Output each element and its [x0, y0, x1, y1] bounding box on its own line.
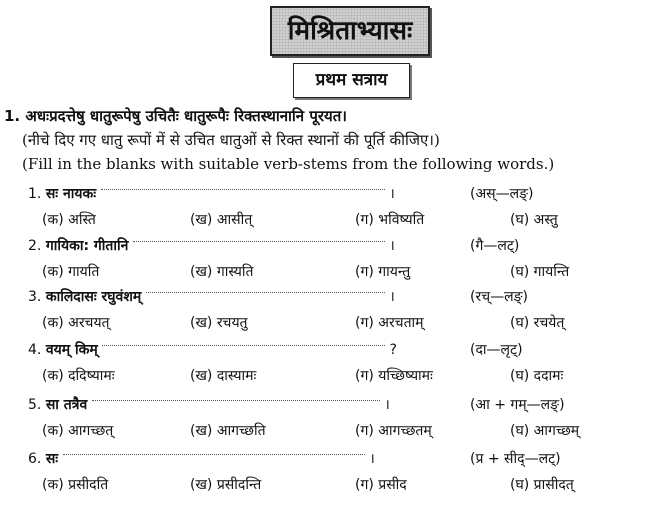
question-number: 5. — [28, 397, 42, 413]
answer-option[interactable]: (क) प्रसीदति — [42, 477, 109, 493]
answer-option[interactable]: (घ) गायन्ति — [510, 264, 570, 280]
question-end: । — [384, 397, 390, 413]
question-end: । — [389, 186, 395, 202]
instruction-hindi: (नीचे दिए गए धातु रूपों में से उचित धातुओं से रिक्त स्थानों की पूर्ति कीजिए।) — [22, 131, 440, 149]
question-end: । — [389, 289, 395, 305]
question-text: सः — [45, 451, 59, 467]
question-number: 4. — [28, 342, 42, 358]
answer-option[interactable]: (घ) आगच्छम् — [510, 423, 580, 439]
question-number: 6. — [28, 451, 42, 467]
question-row — [28, 395, 390, 414]
answer-option[interactable]: (क) अरचयत् — [42, 315, 110, 331]
question-text: सः नायकः — [45, 186, 97, 202]
answer-option[interactable]: (ख) रचयतु — [190, 315, 248, 331]
question-text: वयम् किम् — [45, 342, 98, 358]
section-heading: प्रथम सत्राय — [293, 63, 410, 98]
question-text: गायिका: गीतानि — [45, 238, 129, 254]
instruction-number: 1. — [4, 107, 21, 125]
answer-option[interactable]: (ग) यच्छिष्यामः — [355, 368, 433, 384]
question-end: ? — [389, 342, 397, 358]
question-hint: (अस्—लङ्) — [470, 186, 534, 202]
answer-option[interactable]: (ख) आगच्छति — [190, 423, 266, 439]
question-hint: (दा—लृट्) — [470, 342, 523, 358]
answer-option[interactable]: (घ) अस्तु — [510, 212, 558, 228]
answer-option[interactable]: (ख) गास्यति — [190, 264, 254, 280]
question-text: कालिदासः रघुवंशम् — [45, 289, 142, 305]
answer-blank[interactable] — [63, 453, 365, 455]
answer-option[interactable]: (ख) आसीत् — [190, 212, 253, 228]
instruction-sanskrit — [4, 106, 347, 126]
answer-blank[interactable] — [133, 240, 385, 242]
question-text: सा तत्रैव — [45, 397, 88, 413]
instruction-english: (Fill in the blanks with suitable verb-stems from the following words.) — [22, 155, 555, 173]
answer-blank[interactable] — [92, 399, 380, 401]
answer-option[interactable]: (ग) अरचताम् — [355, 315, 424, 331]
page-title: मिश्रिताभ्यासः — [270, 6, 430, 56]
answer-option[interactable]: (क) ददिष्यामः — [42, 368, 115, 384]
answer-blank[interactable] — [146, 291, 385, 293]
answer-blank[interactable] — [102, 344, 385, 346]
answer-option[interactable]: (ग) भविष्यति — [355, 212, 425, 228]
question-hint: (रच्—लङ्) — [470, 289, 528, 305]
answer-option[interactable]: (ग) गायन्तु — [355, 264, 411, 280]
question-row — [28, 340, 397, 359]
answer-option[interactable]: (क) गायति — [42, 264, 100, 280]
question-hint: (आ + गम्—लङ्) — [470, 397, 565, 413]
answer-option[interactable]: (क) अस्ति — [42, 212, 96, 228]
answer-option[interactable]: (घ) ददामः — [510, 368, 564, 384]
question-end: । — [389, 238, 395, 254]
answer-option[interactable]: (ख) दास्यामः — [190, 368, 257, 384]
question-row — [28, 449, 375, 468]
answer-option[interactable]: (घ) रचयेत् — [510, 315, 565, 331]
question-number: 1. — [28, 186, 42, 202]
answer-blank[interactable] — [101, 188, 385, 190]
question-number: 2. — [28, 238, 42, 254]
question-row — [28, 287, 395, 306]
question-number: 3. — [28, 289, 42, 305]
question-row — [28, 184, 395, 203]
instruction-sanskrit-text: अधःप्रदत्तेषु धातुरूपेषु उचितैः धातुरूपैः रिक्तस्थानानि पूरयत। — [25, 107, 347, 125]
answer-option[interactable]: (ख) प्रसीदन्ति — [190, 477, 262, 493]
question-hint: (गै—लट्) — [470, 238, 520, 254]
question-hint: (प्र + सीद्—लट्) — [470, 451, 561, 467]
answer-option[interactable]: (घ) प्रासीदत् — [510, 477, 574, 493]
question-row — [28, 236, 395, 255]
question-end: । — [369, 451, 375, 467]
answer-option[interactable]: (क) आगच्छत् — [42, 423, 114, 439]
answer-option[interactable]: (ग) आगच्छतम् — [355, 423, 432, 439]
answer-option[interactable]: (ग) प्रसीद — [355, 477, 407, 493]
